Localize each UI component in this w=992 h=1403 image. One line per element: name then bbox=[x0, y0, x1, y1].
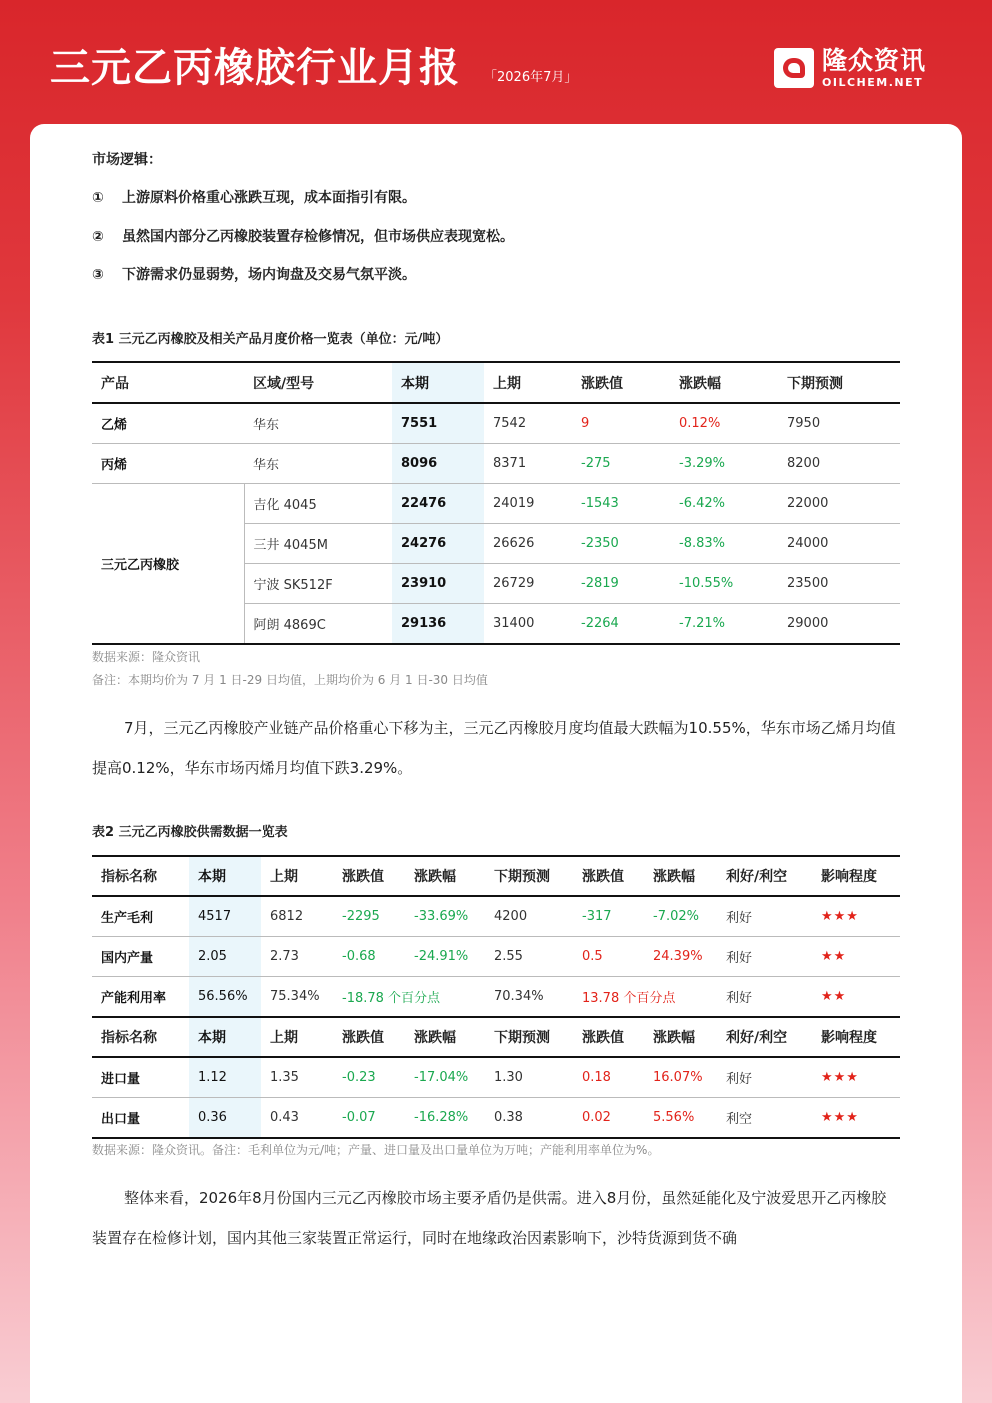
pct-cell: -24.91% bbox=[405, 937, 485, 977]
forecast-change-cell: 0.18 bbox=[573, 1057, 644, 1098]
logic-number: ② bbox=[92, 229, 104, 245]
column-header: 下期预测 bbox=[778, 362, 900, 403]
logic-text: 虽然国内部分乙丙橡胶装置存检修情况，但市场供应表现宽松。 bbox=[122, 229, 514, 245]
product-cell: 乙烯 bbox=[92, 403, 244, 444]
column-header: 下期预测 bbox=[485, 856, 573, 896]
region-cell: 吉化 4045 bbox=[244, 484, 392, 524]
impact-cell: 利好 bbox=[717, 1057, 812, 1098]
table1-remark: 备注：本期均价为 7 月 1 日-29 日均值，上期均价为 6 月 1 日-30 日均值 bbox=[92, 673, 488, 687]
forecast-pct-cell: -7.02% bbox=[644, 896, 717, 937]
column-header: 产品 bbox=[92, 362, 244, 403]
region-cell: 华东 bbox=[244, 403, 392, 444]
logo-text-en: OILCHEM.NET bbox=[822, 76, 924, 89]
region-cell: 阿朗 4869C bbox=[253, 618, 326, 633]
change-cell: -1543 bbox=[572, 484, 670, 524]
previous-cell: 75.34% bbox=[261, 977, 333, 1018]
change-cell: -2350 bbox=[572, 524, 670, 564]
table-header-row bbox=[92, 362, 900, 403]
table-row bbox=[92, 896, 900, 937]
column-header: 影响程度 bbox=[812, 856, 900, 896]
region-cell: 华东 bbox=[244, 444, 392, 484]
forecast-cell: 4200 bbox=[485, 896, 573, 937]
forecast-cell: 22000 bbox=[778, 484, 900, 524]
forecast-cell: 0.38 bbox=[494, 1110, 523, 1125]
column-header: 下期预测 bbox=[485, 1017, 573, 1057]
change-cell: -2264 bbox=[581, 616, 619, 631]
column-header: 涨跌值 bbox=[573, 856, 644, 896]
current-cell: 4517 bbox=[189, 896, 261, 937]
report-date: 「2026年7月」 bbox=[484, 70, 578, 85]
previous-cell: 24019 bbox=[484, 484, 572, 524]
logic-text: 上游原料价格重心涨跌互现，成本面指引有限。 bbox=[122, 190, 416, 206]
forecast-change-cell: 13.78 个百分点 bbox=[573, 977, 717, 1018]
table-row bbox=[92, 403, 900, 444]
pct-cell: 0.12% bbox=[670, 403, 778, 444]
table-header-row bbox=[92, 1017, 900, 1057]
table-row bbox=[92, 1057, 900, 1098]
current-cell: 2.05 bbox=[189, 937, 261, 977]
logo-icon bbox=[774, 48, 814, 88]
previous-cell: 1.35 bbox=[261, 1057, 333, 1098]
forecast-cell: 8200 bbox=[778, 444, 900, 484]
indicator-cell: 产能利用率 bbox=[92, 977, 189, 1018]
impact-cell: 利好 bbox=[717, 977, 812, 1018]
forecast-pct-cell: 5.56% bbox=[653, 1110, 695, 1125]
current-cell: 29136 bbox=[392, 604, 484, 645]
current-cell: 22476 bbox=[392, 484, 484, 524]
column-header: 涨跌幅 bbox=[644, 1017, 717, 1057]
change-cell: -2819 bbox=[572, 564, 670, 604]
previous-cell: 7542 bbox=[484, 403, 572, 444]
table-row bbox=[92, 444, 900, 484]
impact-cell: 利好 bbox=[717, 937, 812, 977]
column-header: 涨跌幅 bbox=[644, 856, 717, 896]
indicator-cell: 国内产量 bbox=[92, 937, 189, 977]
change-cell: 9 bbox=[572, 403, 670, 444]
table-row bbox=[92, 484, 900, 524]
logic-text: 下游需求仍显弱势，场内询盘及交易气氛平淡。 bbox=[122, 267, 416, 283]
current-cell: 8096 bbox=[392, 444, 484, 484]
logic-item bbox=[92, 264, 416, 284]
column-header: 本期 bbox=[392, 362, 484, 403]
report-title: 三元乙丙橡胶行业月报 bbox=[50, 45, 460, 91]
region-cell: 三井 4045M bbox=[244, 524, 392, 564]
logic-number: ③ bbox=[92, 267, 104, 283]
table-row bbox=[92, 937, 900, 977]
table1-source: 数据来源：隆众资讯 bbox=[92, 650, 201, 664]
previous-cell: 6812 bbox=[261, 896, 333, 937]
column-header: 涨跌值 bbox=[333, 1017, 405, 1057]
forecast-cell: 2.55 bbox=[485, 937, 573, 977]
report-card bbox=[30, 124, 962, 1403]
logic-item bbox=[92, 187, 416, 207]
impact-level-stars: ★★★ bbox=[812, 1057, 900, 1098]
forecast-cell: 1.30 bbox=[485, 1057, 573, 1098]
logic-number: ① bbox=[92, 190, 104, 206]
table-row bbox=[92, 1098, 900, 1139]
impact-level-stars: ★★ bbox=[812, 977, 900, 1018]
previous-cell: 31400 bbox=[493, 616, 535, 631]
logo-text-cn: 隆众资讯 bbox=[822, 46, 927, 75]
previous-cell: 2.73 bbox=[261, 937, 333, 977]
table-row bbox=[92, 977, 900, 1018]
table2-caption: 表2 三元乙丙橡胶供需数据一览表 bbox=[92, 825, 288, 840]
forecast-change-cell: 0.5 bbox=[573, 937, 644, 977]
previous-cell: 26626 bbox=[484, 524, 572, 564]
column-header: 影响程度 bbox=[812, 1017, 900, 1057]
forecast-change-cell: 0.02 bbox=[582, 1110, 611, 1125]
region-cell: 宁波 SK512F bbox=[244, 564, 392, 604]
column-header: 涨跌值 bbox=[572, 362, 670, 403]
paragraph-outlook: 整体来看，2026年8月份国内三元乙丙橡胶市场主要矛盾仍是供需。进入8月份，虽然延能化及宁波爱思开乙丙橡胶装置存在检修计划，国内其他三家装置正常运行，同时在地缘政治因素影响下，沙特货源到货不确 bbox=[92, 1189, 887, 1247]
column-header: 涨跌幅 bbox=[405, 856, 485, 896]
column-header: 本期 bbox=[189, 1017, 261, 1057]
column-header: 指标名称 bbox=[92, 856, 189, 896]
pct-cell: -16.28% bbox=[414, 1110, 469, 1125]
logic-item bbox=[92, 226, 514, 246]
forecast-change-cell: -317 bbox=[573, 896, 644, 937]
column-header: 上期 bbox=[261, 1017, 333, 1057]
impact-cell: 利好 bbox=[717, 896, 812, 937]
change-cell: -18.78 个百分点 bbox=[333, 977, 485, 1018]
price-table bbox=[92, 361, 900, 645]
pct-cell: -17.04% bbox=[405, 1057, 485, 1098]
current-cell: 24276 bbox=[392, 524, 484, 564]
pct-cell: -3.29% bbox=[670, 444, 778, 484]
column-header: 涨跌值 bbox=[573, 1017, 644, 1057]
forecast-cell: 24000 bbox=[778, 524, 900, 564]
product-cell: 三元乙丙橡胶 bbox=[92, 484, 244, 645]
forecast-cell: 29000 bbox=[787, 616, 829, 631]
table-header-row bbox=[92, 856, 900, 896]
report-header bbox=[0, 0, 992, 125]
column-header: 指标名称 bbox=[92, 1017, 189, 1057]
current-cell: 0.36 bbox=[189, 1098, 261, 1139]
forecast-cell: 23500 bbox=[778, 564, 900, 604]
indicator-cell: 进口量 bbox=[92, 1057, 189, 1098]
previous-cell: 8371 bbox=[484, 444, 572, 484]
change-cell: -2295 bbox=[333, 896, 405, 937]
indicator-cell: 出口量 bbox=[101, 1112, 141, 1127]
forecast-pct-cell: 16.07% bbox=[644, 1057, 717, 1098]
forecast-cell: 7950 bbox=[778, 403, 900, 444]
impact-level-stars: ★★★ bbox=[812, 896, 900, 937]
forecast-cell: 70.34% bbox=[485, 977, 573, 1018]
column-header: 涨跌幅 bbox=[405, 1017, 485, 1057]
column-header: 上期 bbox=[261, 856, 333, 896]
pct-cell: -10.55% bbox=[670, 564, 778, 604]
forecast-pct-cell: 24.39% bbox=[644, 937, 717, 977]
previous-cell: 0.43 bbox=[270, 1110, 299, 1125]
pct-cell: -7.21% bbox=[679, 616, 725, 631]
previous-cell: 26729 bbox=[484, 564, 572, 604]
current-cell: 23910 bbox=[392, 564, 484, 604]
table2-source: 数据来源：隆众资讯。备注：毛利单位为元/吨；产量、进口量及出口量单位为万吨；产能利用率单位为%。 bbox=[92, 1143, 660, 1157]
impact-level-stars: ★★★ bbox=[821, 1110, 859, 1125]
indicator-cell: 生产毛利 bbox=[92, 896, 189, 937]
change-cell: -275 bbox=[572, 444, 670, 484]
current-cell: 7551 bbox=[392, 403, 484, 444]
pct-cell: -6.42% bbox=[670, 484, 778, 524]
column-header: 涨跌幅 bbox=[670, 362, 778, 403]
current-cell: 1.12 bbox=[189, 1057, 261, 1098]
product-cell: 丙烯 bbox=[92, 444, 244, 484]
paragraph-summary: 7月，三元乙丙橡胶产业链产品价格重心下移为主，三元乙丙橡胶月度均值最大跌幅为10.55%，华东市场乙烯月均值提高0.12%，华东市场丙烯月均值下跌3.29%。 bbox=[92, 719, 896, 777]
impact-cell: 利空 bbox=[726, 1112, 753, 1127]
market-logic-title: 市场逻辑： bbox=[92, 152, 162, 168]
column-header: 涨跌值 bbox=[333, 856, 405, 896]
column-header: 本期 bbox=[189, 856, 261, 896]
pct-cell: -8.83% bbox=[670, 524, 778, 564]
pct-cell: -33.69% bbox=[405, 896, 485, 937]
column-header: 利好/利空 bbox=[717, 856, 812, 896]
table1-caption: 表1 三元乙丙橡胶及相关产品月度价格一览表（单位：元/吨） bbox=[92, 332, 449, 347]
column-header: 利好/利空 bbox=[717, 1017, 812, 1057]
change-cell: -0.07 bbox=[342, 1110, 376, 1125]
column-header: 区域/型号 bbox=[244, 362, 392, 403]
column-header: 上期 bbox=[484, 362, 572, 403]
oilchem-logo bbox=[774, 46, 944, 92]
change-cell: -0.23 bbox=[333, 1057, 405, 1098]
change-cell: -0.68 bbox=[333, 937, 405, 977]
impact-level-stars: ★★ bbox=[812, 937, 900, 977]
current-cell: 56.56% bbox=[189, 977, 261, 1018]
supply-demand-table bbox=[92, 855, 900, 1139]
